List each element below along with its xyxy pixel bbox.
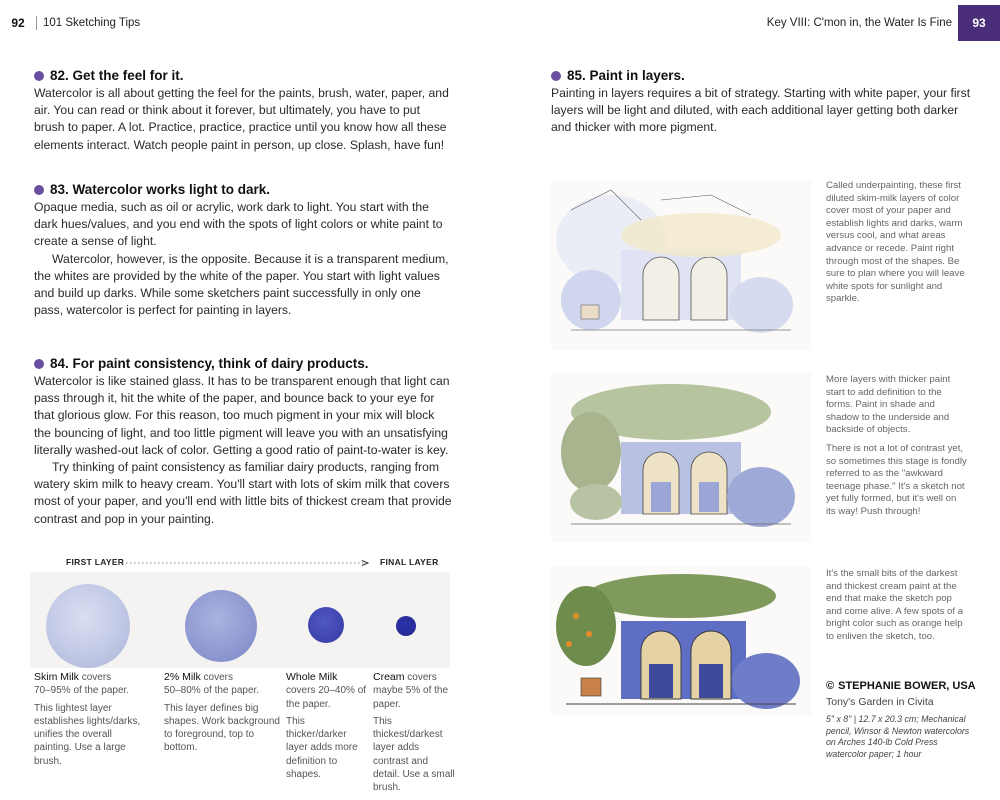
caption-range: 50–80% of the paper. xyxy=(164,685,260,697)
side-caption-2: More layers with thicker paint start to add definition to the forms. Paint in shade and shadow to the underside and backside of objects. There is not a lot of contrast yet, so sometimes this stage is fondly referred to as the "awkward teenage phase." It's a sketch not yet fully formed, but it's well on its way! Push through! xyxy=(826,374,967,517)
caption-covers: covers 20–40% of the paper. xyxy=(286,685,367,710)
tip-85 xyxy=(551,68,971,137)
left-page-number: 92 xyxy=(0,5,36,41)
artist-credit xyxy=(826,680,976,760)
caption-skim-milk xyxy=(34,671,152,768)
tip-title: 82. Get the feel for it. xyxy=(50,68,184,83)
paint-swatches xyxy=(30,572,450,668)
caption-cream xyxy=(373,671,457,795)
left-running-title: 101 Sketching Tips xyxy=(43,17,141,29)
tip-paragraph: Painting in layers requires a bit of strategy. Starting with white paper, your first layers will be light and diluted, with each additional layer getting both darker and thicker with more pigment. xyxy=(551,86,971,135)
copyright-icon: © xyxy=(826,680,835,692)
caption-desc: This thicker/darker layer adds more definition to shapes. xyxy=(286,715,358,781)
caption-whole-milk xyxy=(286,671,368,781)
caption-desc: This lightest layer establishes lights/darks, unifies the overall painting. Use a large brush. xyxy=(34,702,141,767)
bullet-icon xyxy=(34,71,44,81)
sketch-final xyxy=(551,566,811,716)
caption-name: 2% Milk xyxy=(164,671,201,683)
bullet-icon xyxy=(34,185,44,195)
right-header xyxy=(767,0,1000,46)
swatch-whole-milk xyxy=(308,607,344,643)
caption-covers: covers xyxy=(81,672,112,683)
caption-2-percent-milk xyxy=(164,671,280,755)
right-page-number: 93 xyxy=(958,5,1000,41)
tip-title: 84. For paint consistency, think of dairy products. xyxy=(50,356,369,371)
bullet-icon xyxy=(34,359,44,369)
artwork-title: Tony's Garden in Civita xyxy=(826,696,934,708)
swatch-cream xyxy=(396,616,416,636)
caption-covers: covers xyxy=(203,672,233,683)
side-caption-3: It's the small bits of the darkest and thickest cream paint at the end that make the sketch pop and come alive. A few spots of a bright color such as orange help to enliven the sketch, too. xyxy=(826,568,964,642)
caption-covers: covers xyxy=(407,672,437,683)
swatch-2-percent-milk xyxy=(185,590,257,662)
artist-name: STEPHANIE BOWER, USA xyxy=(838,680,976,692)
swatch-skim-milk xyxy=(46,584,130,668)
caption-range: 70–95% of the paper. xyxy=(34,685,130,697)
caption-desc: This thickest/darkest layer adds contrast and detail. Use a small brush. xyxy=(373,715,455,794)
tip-title: 85. Paint in layers. xyxy=(567,68,685,83)
tip-paragraph: Opaque media, such as oil or acrylic, work dark to light. You start with the dark hues/values, and you end with the spots of light colors or white paint to create a sense of light. xyxy=(34,200,443,249)
tip-title: 83. Watercolor works light to dark. xyxy=(50,182,271,197)
sketch-underpainting xyxy=(551,180,811,350)
side-caption-1: Called underpainting, these first diluted skim-milk layers of color cover most of your paper and establish lights and darks, warm versus cool, and what areas advance or recede. Paint right through most of the shapes. Be sure to plan where you will leave white spots for sunlight and sparkle. xyxy=(826,180,965,305)
layer-arrow-icon xyxy=(118,560,372,566)
final-layer-label: FINAL LAYER xyxy=(380,557,439,567)
tip-84 xyxy=(34,356,452,528)
tip-paragraph: Watercolor is all about getting the feel for the paints, brush, water, paper, and air. You can read or think about it forever, but ultimately, you have to put brush to paper. A lot. Practice, practice, practice until you know how all these elements interact. Watch people paint in person, up close. Splash, have fun! xyxy=(34,86,449,152)
tip-paragraph: Watercolor, however, is the opposite. Because it is a transparent medium, the whites are provided by the white of the paper. You start with light values and build up darks. While some sketchers paint successfully in only one pass, watercolor is perfect for painting in layers. xyxy=(34,251,449,318)
caption-name: Skim Milk xyxy=(34,671,79,683)
artwork-meta: 5" x 8" | 12.7 x 20.3 cm; Mechanical pencil, Winsor & Newton watercolors on Arches 140-lb Cold Press watercolor paper; 1 hour xyxy=(826,714,970,759)
tip-83 xyxy=(34,182,452,319)
left-header xyxy=(0,0,140,46)
tip-82 xyxy=(34,68,452,154)
sketch-more-layers xyxy=(551,372,811,542)
header-divider xyxy=(36,16,37,30)
tip-paragraph: Try thinking of paint consistency as familiar dairy products, ranging from watery skim milk to heavy cream. You'll start with lots of skim milk that covers most of your paper, and you'll end with little bits of thickest cream that provide contrast and pop in your painting. xyxy=(34,460,452,526)
page-header xyxy=(0,0,1000,46)
bullet-icon xyxy=(551,71,561,81)
first-layer-label: FIRST LAYER xyxy=(66,557,125,567)
caption-desc: This layer defines big shapes. Work background to foreground, top to bottom. xyxy=(164,702,280,754)
tip-paragraph: Watercolor is like stained glass. It has to be transparent enough that light can pass through it, hit the white of the paper, and bounce back to your eye for that glorious glow. For this reason, too much pigment in your mix will block the bouncing of light, and too little pigment will leave you with an unsatisfying literally washed-out lack of color. Getting a good ratio of paint-to-water is key. xyxy=(34,374,450,457)
right-running-title: Key VIII: C'mon in, the Water Is Fine xyxy=(766,17,952,29)
caption-range: maybe 5% of the paper. xyxy=(373,685,449,710)
caption-name: Cream xyxy=(373,671,405,683)
caption-name: Whole Milk xyxy=(286,671,338,683)
